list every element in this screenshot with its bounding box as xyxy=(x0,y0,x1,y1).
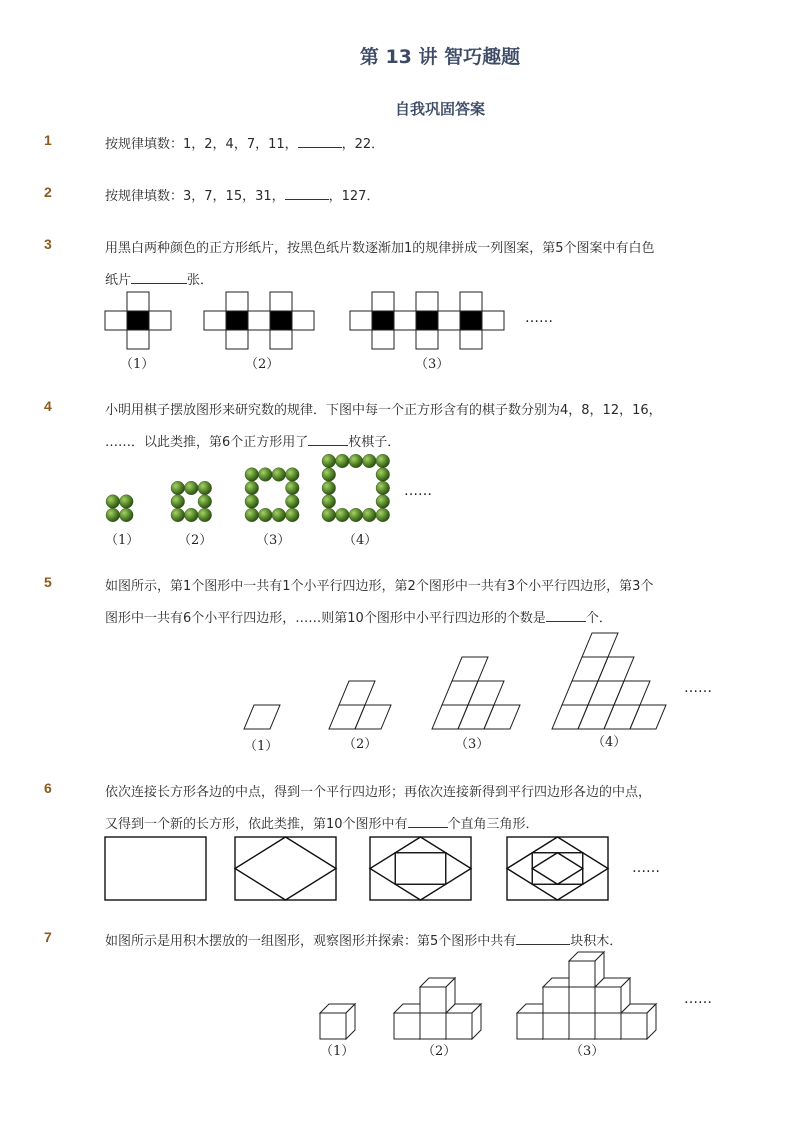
cube-front xyxy=(621,1013,647,1039)
page-title: 第 13 讲 智巧趣题 xyxy=(359,46,521,68)
problem-2-number: 2 xyxy=(44,184,52,200)
cube-front xyxy=(569,961,595,987)
cube-front xyxy=(517,1013,543,1039)
cube-front xyxy=(569,1013,595,1039)
figure-label: （2） xyxy=(178,533,213,548)
cube-front xyxy=(320,1013,346,1039)
problem-3-line-1: 用黑白两种颜色的正方形纸片，按黑色纸片数逐渐加1的规律拼成一列图案，第5个图案中有白色 xyxy=(105,241,655,256)
problem-1-text-after: ，22． xyxy=(341,137,385,152)
figure-label: （3） xyxy=(455,737,490,752)
figure-label: （4） xyxy=(343,533,378,548)
problem-5-text-before: 图形中一共有6个小平行四边形，……则第10个图形中小平行四边形的个数是 xyxy=(105,611,546,626)
cube-front xyxy=(595,987,621,1013)
problem-1-number: 1 xyxy=(44,132,52,148)
problem-6-text-after: 个直角三角形． xyxy=(447,817,539,832)
problem-2-text-before: 按规律填数：3，7，15，31， xyxy=(105,189,285,204)
figure-label: （3） xyxy=(415,357,450,372)
problem-4-number: 4 xyxy=(44,398,52,414)
problem-6-line-1: 依次连接长方形各边的中点，得到一个平行四边形；再依次连接新得到平行四边形各边的中点， xyxy=(105,785,652,800)
figure-label: （2） xyxy=(343,737,378,752)
figure-label: （3） xyxy=(570,1044,605,1059)
figure-label: （2） xyxy=(422,1044,457,1059)
problem-4-text-after: 枚棋子． xyxy=(348,435,401,450)
cube-front xyxy=(569,987,595,1013)
problem-4-line-1: 小明用棋子摆放图形来研究数的规律．下图中每一个正方形含有的棋子数分别为4，8，12，16， xyxy=(105,403,662,418)
cube-front xyxy=(420,1013,446,1039)
problem-5-line-1: 如图所示，第1个图形中一共有1个小平行四边形，第2个图形中一共有3个小平行四边形，第3个 xyxy=(105,579,654,594)
cube-front xyxy=(595,1013,621,1039)
problem-7-text-before: 如图所示是用积木摆放的一组图形，观察图形并探索：第5个图形中共有 xyxy=(105,934,517,949)
ellipsis: …… xyxy=(632,860,660,876)
figure-label: （1） xyxy=(105,533,140,548)
problem-2-text-after: ，127． xyxy=(328,189,380,204)
figure-label: （3） xyxy=(256,533,291,548)
problem-7-number: 7 xyxy=(44,929,52,945)
problem-1-text-before: 按规律填数：1，2，4，7，11， xyxy=(105,137,298,152)
problem-6-number: 6 xyxy=(44,780,52,796)
figure-label: （2） xyxy=(245,357,280,372)
problem-6-text-before: 又得到一个新的长方形，依此类推，第10个图形中有 xyxy=(105,817,408,832)
problem-3-text-after: 张． xyxy=(187,273,214,288)
ellipsis: …… xyxy=(684,991,712,1007)
figure-label: （1） xyxy=(120,357,155,372)
ellipsis: …… xyxy=(684,680,712,696)
problem-5-number: 5 xyxy=(44,574,52,590)
problem-4-text-before: ……．以此类推，第6个正方形用了 xyxy=(105,435,309,450)
problem-5-text-after: 个． xyxy=(585,611,612,626)
cube-front xyxy=(446,1013,472,1039)
cube-front xyxy=(543,1013,569,1039)
ellipsis: …… xyxy=(404,483,432,499)
figure-label: （1） xyxy=(320,1044,355,1059)
problem-7-text-after: 块积木． xyxy=(570,934,623,949)
figure-label: （4） xyxy=(592,735,627,750)
figure-label: （1） xyxy=(244,739,279,754)
cube-front xyxy=(543,987,569,1013)
problem-3-text-before: 纸片 xyxy=(105,273,132,288)
ellipsis: …… xyxy=(525,310,553,326)
section-subtitle: 自我巩固答案 xyxy=(394,100,485,118)
cube-front xyxy=(394,1013,420,1039)
problem-3-number: 3 xyxy=(44,236,52,252)
cube-front xyxy=(420,987,446,1013)
